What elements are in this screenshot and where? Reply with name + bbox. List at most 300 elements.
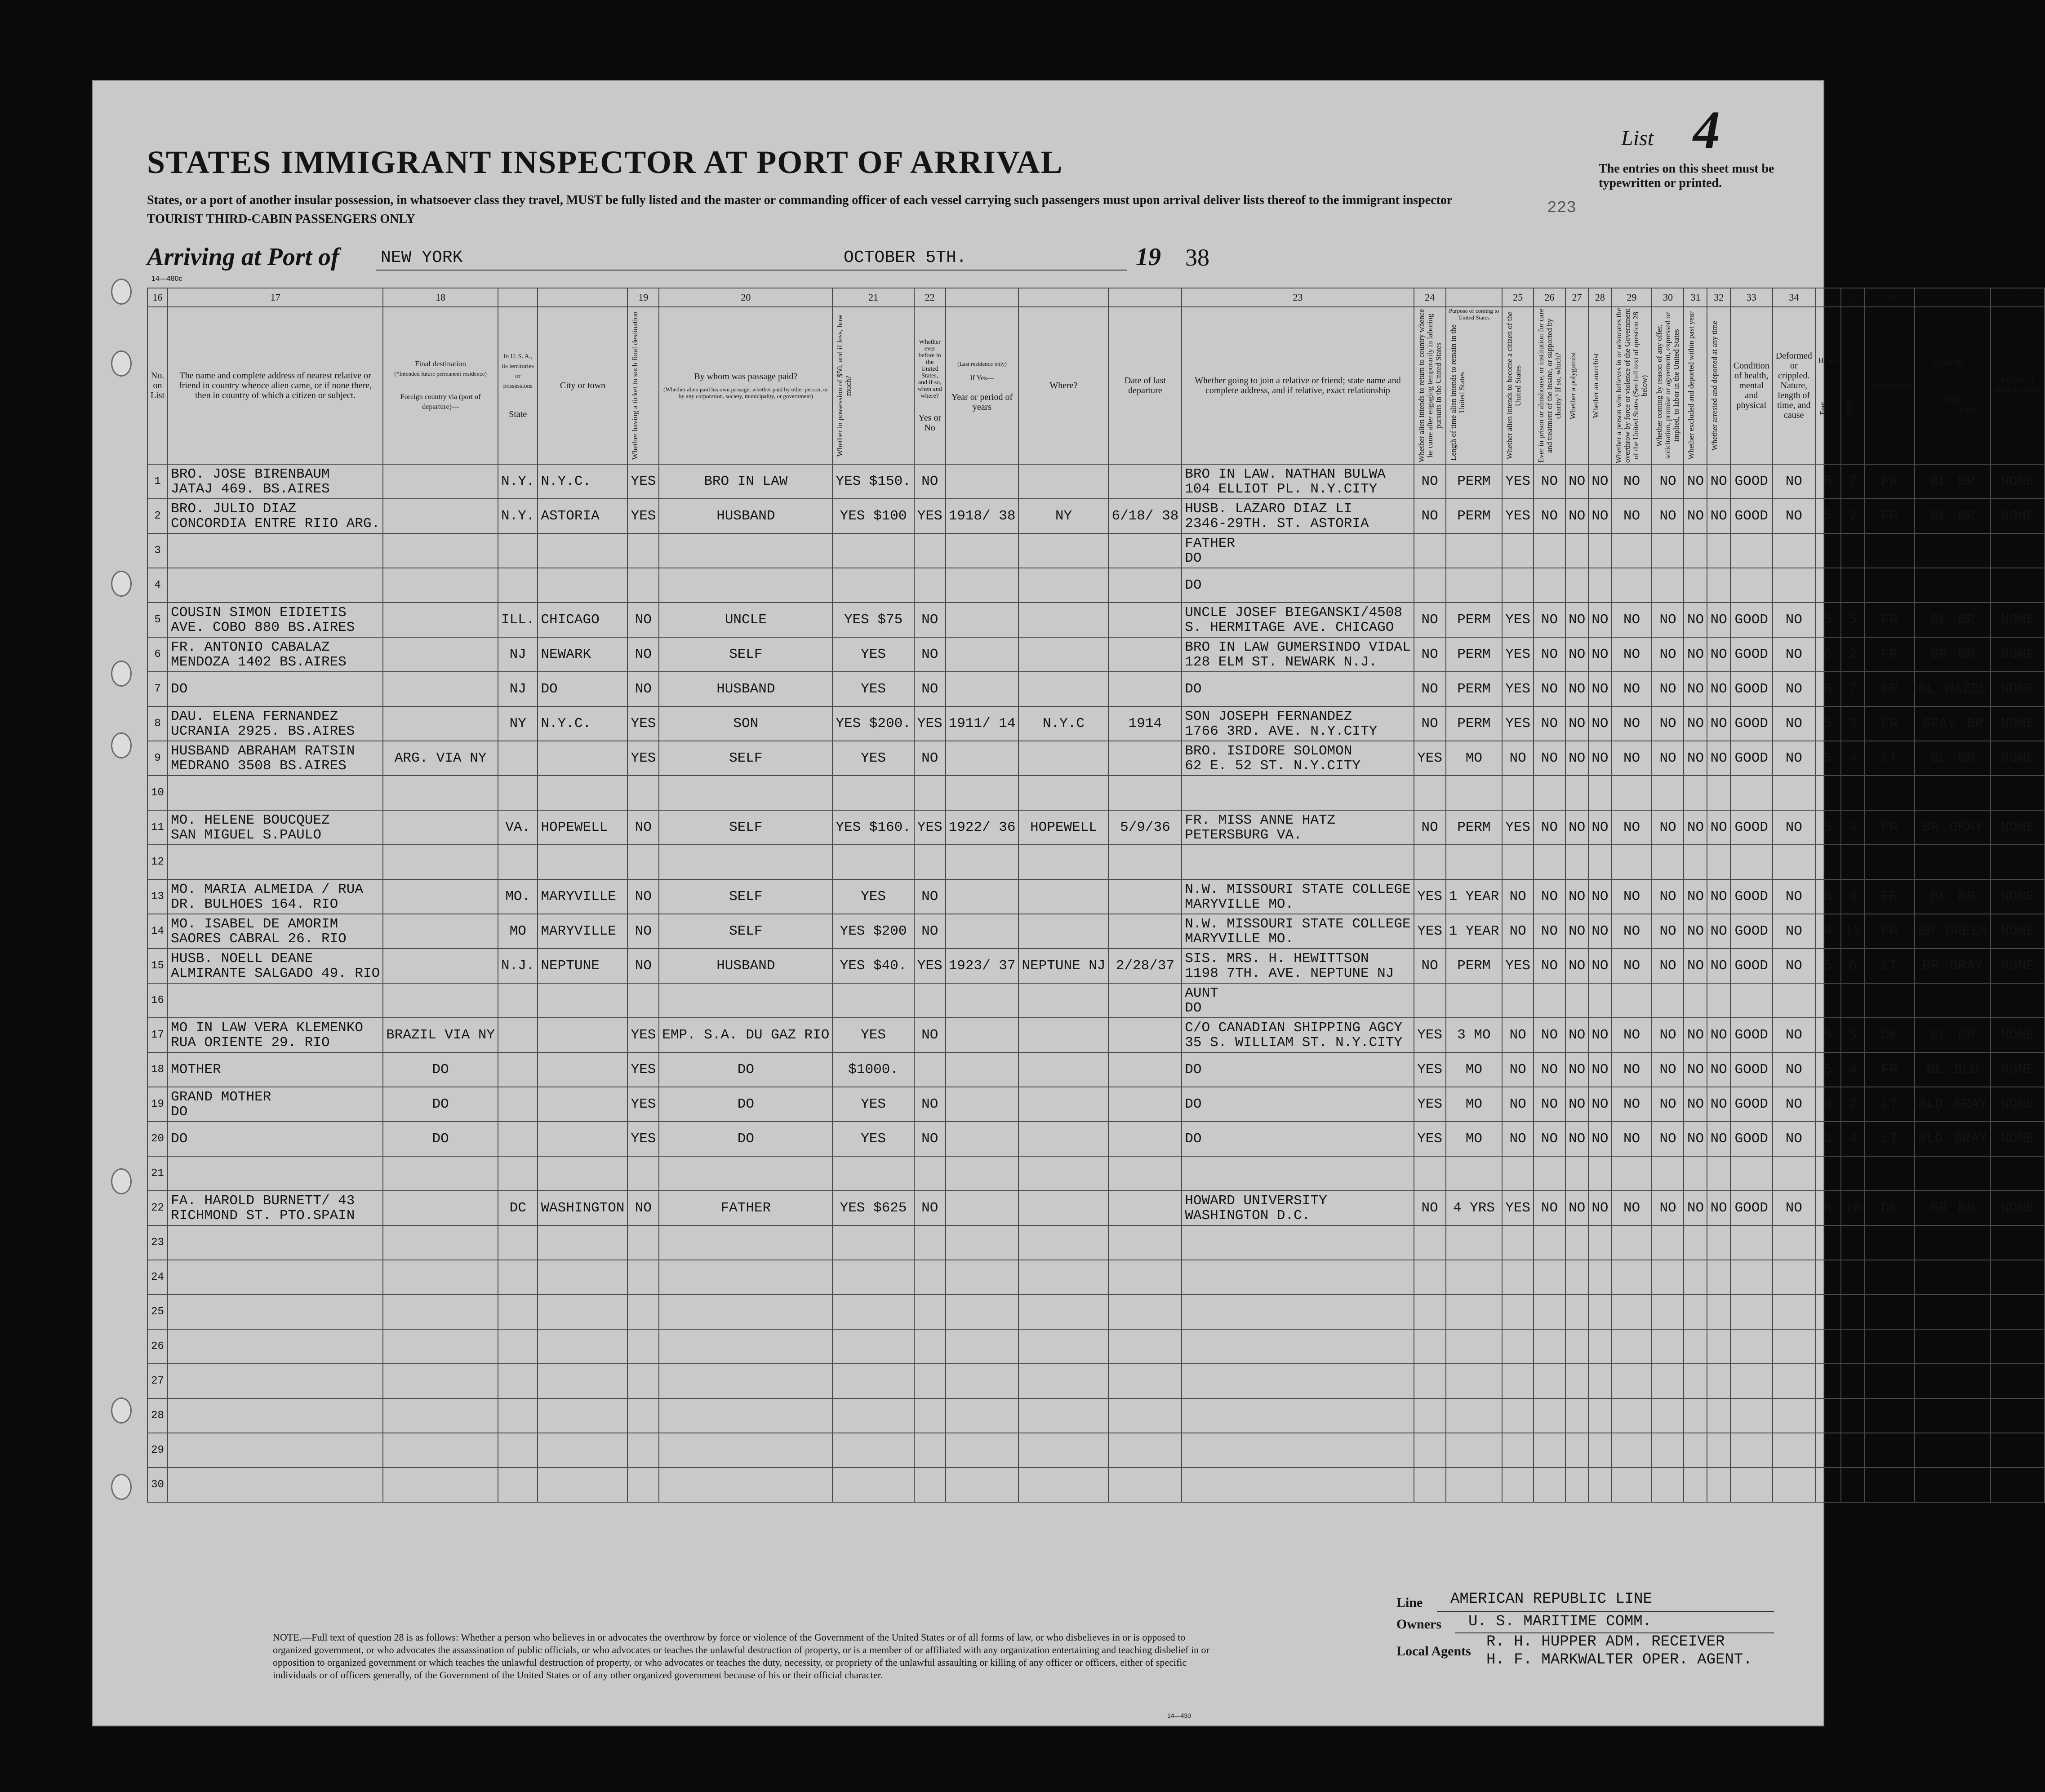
cell-state: MO — [498, 914, 538, 949]
cell-foreign — [383, 810, 498, 845]
cell-relative — [168, 776, 383, 810]
cell-inches: 2 — [1841, 1087, 1864, 1122]
cell-p1: YES — [1414, 741, 1446, 776]
cell-q25: NO — [1534, 1191, 1565, 1225]
cell-relative — [168, 1398, 383, 1433]
cell-passage — [659, 776, 832, 810]
cell-where — [1018, 533, 1108, 568]
column-number: 34 — [1773, 288, 1815, 307]
line-value: AMERICAN REPUBLIC LINE — [1450, 1591, 1652, 1608]
cell-line: RUA ORIENTE 29. RIO — [171, 1034, 330, 1051]
cell-relative — [168, 914, 383, 949]
cell-complexion: FR — [1864, 879, 1915, 914]
header-prison — [1534, 307, 1565, 464]
cell-q26: NO — [1565, 741, 1588, 776]
cell-foreign — [383, 1329, 498, 1364]
cell-p1: YES — [1414, 1122, 1446, 1156]
table-row — [147, 1398, 2045, 1433]
cell-no: 25 — [147, 1295, 168, 1329]
cell-p3: NO — [1502, 879, 1534, 914]
cell-before: NO — [914, 637, 946, 672]
cell-city: NEPTUNE — [538, 949, 627, 983]
cell-q30 — [1684, 568, 1707, 603]
cell-q28: NO — [1611, 672, 1652, 706]
cell-hair: BL — [1930, 508, 1947, 524]
cell-where — [1018, 741, 1108, 776]
cell-hair-eyes — [1915, 1433, 1990, 1468]
cell-q26 — [1565, 1468, 1588, 1502]
date-underline — [839, 270, 1127, 271]
cell-q25: NO — [1534, 672, 1565, 706]
cell-inches — [1841, 1433, 1864, 1468]
header-in-usa: In U. S. A., its territories or possessions — [502, 353, 534, 390]
cell-complexion: LT — [1864, 949, 1915, 983]
cell-where — [1018, 1087, 1108, 1122]
cell-q27 — [1588, 776, 1611, 810]
cell-inches: 4 — [1841, 1052, 1864, 1087]
cell-relative — [168, 983, 383, 1018]
cell-no: 11 — [147, 810, 168, 845]
cell-no: 4 — [147, 568, 168, 603]
cell-city — [538, 1433, 627, 1468]
cell-dep — [1108, 603, 1182, 637]
header-money — [832, 307, 914, 464]
cell-p1: YES — [1414, 914, 1446, 949]
header-anarchist-label: Whether an anarchist — [1592, 353, 1600, 418]
cell-hair: BL — [1930, 750, 1947, 766]
cell-q28 — [1611, 1468, 1652, 1502]
cell-q28 — [1611, 1225, 1652, 1260]
cell-q31 — [1707, 1225, 1730, 1260]
cell-p3 — [1502, 1295, 1534, 1329]
cell-deformed — [1773, 776, 1815, 810]
cell-q28 — [1611, 533, 1652, 568]
cell-eyes: BR — [1966, 716, 1983, 732]
cell-q31: NO — [1707, 949, 1730, 983]
cell-health — [1730, 1260, 1773, 1295]
cell-q30: NO — [1684, 603, 1707, 637]
cell-marks — [1991, 983, 2045, 1018]
cell-passage — [659, 1398, 832, 1433]
arrival-year-prefix: 19 — [1136, 243, 1161, 271]
cell-city — [538, 1225, 627, 1260]
header-before-us-note: (Last residence only) — [957, 360, 1007, 367]
cell-city — [538, 1052, 627, 1087]
cell-city: HOPEWELL — [538, 810, 627, 845]
cell-foreign — [383, 1295, 498, 1329]
cell-p1: YES — [1414, 1087, 1446, 1122]
cell-q29: NO — [1652, 672, 1684, 706]
cell-q25 — [1534, 776, 1565, 810]
cell-deformed — [1773, 983, 1815, 1018]
cell-money: YES $625 — [832, 1191, 914, 1225]
cell-before — [914, 533, 946, 568]
page-title: STATES IMMIGRANT INSPECTOR AT PORT OF ARRIVAL — [147, 144, 1063, 180]
cell-foreign — [383, 949, 498, 983]
cell-q31 — [1707, 983, 1730, 1018]
cell-deformed: NO — [1773, 1122, 1815, 1156]
cell-eyes: GRAY — [1949, 958, 1983, 974]
cell-p3: NO — [1502, 1087, 1534, 1122]
cell-dep — [1108, 1052, 1182, 1087]
cell-feet: 5 — [1815, 1191, 1841, 1225]
cell-q28: NO — [1611, 464, 1652, 499]
cell-marks: NONE — [1991, 1052, 2045, 1087]
cell-q25: NO — [1534, 810, 1565, 845]
cell-passage — [659, 1364, 832, 1398]
cell-state: NY — [498, 706, 538, 741]
cell-q29 — [1652, 1156, 1684, 1191]
cell-year: 1911/ 14 — [946, 706, 1019, 741]
cell-q29 — [1652, 1225, 1684, 1260]
cell-q27 — [1588, 983, 1611, 1018]
cell-year: 1918/ 38 — [946, 499, 1019, 533]
cell-no: 6 — [147, 637, 168, 672]
cell-relative — [168, 879, 383, 914]
table-row — [147, 810, 2045, 845]
cell-q29: NO — [1652, 499, 1684, 533]
cell-q29: NO — [1652, 741, 1684, 776]
header-yes-no: Yes or No — [918, 413, 942, 433]
cell-where — [1018, 1191, 1108, 1225]
cell-money — [832, 776, 914, 810]
column-number — [1018, 288, 1108, 307]
header-feet-label: Feet — [1818, 402, 1827, 415]
cell-complexion: FR — [1864, 637, 1915, 672]
cell-inches — [1841, 1329, 1864, 1364]
cell-year — [946, 1052, 1019, 1087]
cell-passage: DO — [659, 1087, 832, 1122]
cell-deformed: NO — [1773, 672, 1815, 706]
cell-hair: BR — [1922, 958, 1939, 974]
cell-passage — [659, 568, 832, 603]
header-if-yes: If Yes— — [970, 374, 994, 382]
cell-eyes: GRAY — [1954, 1096, 1987, 1112]
cell-feet: 5 — [1815, 603, 1841, 637]
column-number: 24 — [1414, 288, 1446, 307]
cell-relative — [168, 949, 383, 983]
cell-year: 1922/ 36 — [946, 810, 1019, 845]
cell-eyes: BR — [1958, 647, 1975, 662]
cell-hair-eyes — [1915, 983, 1990, 1018]
cell-marks: NONE — [1991, 464, 2045, 499]
cell-health — [1730, 1295, 1773, 1329]
cell-passage — [659, 1329, 832, 1364]
cell-p1: YES — [1414, 1018, 1446, 1052]
cell-state — [498, 1468, 538, 1502]
cell-money: YES $75 — [832, 603, 914, 637]
cell-ticket: NO — [627, 637, 659, 672]
cell-ticket — [627, 845, 659, 879]
cell-q30: NO — [1684, 706, 1707, 741]
column-number — [946, 288, 1019, 307]
cell-dep — [1108, 637, 1182, 672]
cell-year — [946, 637, 1019, 672]
cell-q25: NO — [1534, 1087, 1565, 1122]
cell-q26 — [1565, 568, 1588, 603]
cell-q31 — [1707, 1398, 1730, 1433]
cell-p3: YES — [1502, 810, 1534, 845]
cell-ticket: YES — [627, 706, 659, 741]
cell-city — [538, 1018, 627, 1052]
cell-q28: NO — [1611, 810, 1652, 845]
cell-year — [946, 1364, 1019, 1398]
cell-q28 — [1611, 1364, 1652, 1398]
cell-q26: NO — [1565, 810, 1588, 845]
cell-hair: BR — [1918, 923, 1935, 939]
cell-p2: MO — [1446, 1087, 1503, 1122]
cell-q31: NO — [1707, 499, 1730, 533]
cell-q27: NO — [1588, 499, 1611, 533]
cell-q27 — [1588, 1398, 1611, 1433]
cell-health: GOOD — [1730, 914, 1773, 949]
cell-passage — [659, 845, 832, 879]
cell-foreign: ARG. VIA NY — [383, 741, 498, 776]
header-inches — [1841, 307, 1864, 464]
table-row — [147, 637, 2045, 672]
cell-where — [1018, 672, 1108, 706]
cell-dep — [1108, 845, 1182, 879]
cell-p3 — [1502, 568, 1534, 603]
cell-marks: NONE — [1991, 949, 2045, 983]
cell-relative — [168, 1225, 383, 1260]
cell-deformed: NO — [1773, 1018, 1815, 1052]
cell-hair-eyes — [1915, 949, 1990, 983]
cell-where — [1018, 1329, 1108, 1364]
cell-relative — [168, 1156, 383, 1191]
cell-state — [498, 741, 538, 776]
cell-ticket — [627, 1433, 659, 1468]
cell-q25: NO — [1534, 741, 1565, 776]
table-row — [147, 1052, 2045, 1087]
header-year — [946, 307, 1019, 464]
column-number — [1446, 288, 1503, 307]
cell-complexion: FR — [1864, 603, 1915, 637]
cell-where: HOPEWELL — [1018, 810, 1108, 845]
cell-p3 — [1502, 1329, 1534, 1364]
cell-hair: BL — [1930, 612, 1947, 628]
cell-q26: NO — [1565, 1018, 1588, 1052]
cell-money: YES — [832, 672, 914, 706]
cell-dep — [1108, 1260, 1182, 1295]
cell-hair-eyes — [1915, 1018, 1990, 1052]
column-numbers-row — [147, 288, 2045, 307]
binder-hole-icon — [111, 1168, 132, 1194]
cell-inches: 7 — [1841, 672, 1864, 706]
binder-hole-icon — [111, 571, 132, 597]
cell-feet — [1815, 568, 1841, 603]
cell-q28 — [1611, 1398, 1652, 1433]
cell-joining — [1182, 1156, 1414, 1191]
cell-no: 2 — [147, 499, 168, 533]
cell-ticket: NO — [627, 810, 659, 845]
cell-deformed — [1773, 1468, 1815, 1502]
cell-q25: NO — [1534, 637, 1565, 672]
cell-q30 — [1684, 1468, 1707, 1502]
cell-line: COUSIN SIMON EIDIETIS — [171, 604, 347, 621]
cell-p2: 1 YEAR — [1446, 914, 1503, 949]
cell-before — [914, 1260, 946, 1295]
cell-state: N.Y. — [498, 499, 538, 533]
cell-money: YES $200 — [832, 914, 914, 949]
cell-p1 — [1414, 1225, 1446, 1260]
cell-q29 — [1652, 1364, 1684, 1398]
cell-inches — [1841, 776, 1864, 810]
cell-complexion — [1864, 845, 1915, 879]
cell-deformed: NO — [1773, 741, 1815, 776]
cell-marks — [1991, 1225, 2045, 1260]
column-number: 36 — [1864, 288, 1915, 307]
cell-p1: NO — [1414, 603, 1446, 637]
cell-joining — [1182, 1468, 1414, 1502]
header-passage-label: By whom was passage paid? — [694, 372, 798, 381]
cell-ticket: YES — [627, 1018, 659, 1052]
cell-passage: UNCLE — [659, 603, 832, 637]
cell-city — [538, 533, 627, 568]
cell-p2: PERM — [1446, 810, 1503, 845]
cell-health — [1730, 776, 1773, 810]
cell-no: 12 — [147, 845, 168, 879]
cell-year — [946, 879, 1019, 914]
cell-where — [1018, 637, 1108, 672]
cell-p3 — [1502, 1398, 1534, 1433]
cell-marks: NONE — [1991, 1191, 2045, 1225]
cell-marks — [1991, 1329, 2045, 1364]
cell-line: DR. BULHOES 164. RIO — [171, 896, 338, 912]
cell-q30: NO — [1684, 672, 1707, 706]
cell-q25 — [1534, 845, 1565, 879]
cell-marks — [1991, 1156, 2045, 1191]
cell-q31 — [1707, 1468, 1730, 1502]
cell-p1: YES — [1414, 879, 1446, 914]
cell-line: BRO IN LAW. NATHAN BULWA — [1185, 466, 1386, 482]
column-number: 19 — [627, 288, 659, 307]
cell-before — [914, 1468, 946, 1502]
cell-marks: NONE — [1991, 637, 2045, 672]
cell-marks — [1991, 1468, 2045, 1502]
cell-q29 — [1652, 983, 1684, 1018]
cell-p3: YES — [1502, 1191, 1534, 1225]
table-row — [147, 464, 2045, 499]
column-number: 21 — [832, 288, 914, 307]
cell-complexion — [1864, 1398, 1915, 1433]
table-row — [147, 672, 2045, 706]
column-number: 28 — [1588, 288, 1611, 307]
cell-q26: NO — [1565, 1122, 1588, 1156]
cell-where — [1018, 1295, 1108, 1329]
cell-marks: NONE — [1991, 810, 2045, 845]
cell-foreign — [383, 706, 498, 741]
cell-q27: NO — [1588, 810, 1611, 845]
cell-deformed: NO — [1773, 810, 1815, 845]
cell-relative — [168, 533, 383, 568]
cell-q29 — [1652, 1398, 1684, 1433]
binder-hole-icon — [111, 661, 132, 687]
cell-inches: 4 — [1841, 879, 1864, 914]
cell-line: FR. MISS ANNE HATZ — [1185, 812, 1336, 828]
header-feet — [1815, 307, 1841, 464]
cell-foreign: DO — [383, 1122, 498, 1156]
cell-q31: NO — [1707, 464, 1730, 499]
cell-where — [1018, 879, 1108, 914]
cell-city — [538, 1398, 627, 1433]
cell-foreign — [383, 1468, 498, 1502]
cell-city — [538, 845, 627, 879]
cell-relative — [168, 1295, 383, 1329]
cell-hair-eyes — [1915, 464, 1990, 499]
cell-ticket: YES — [627, 1087, 659, 1122]
cell-relative — [168, 1433, 383, 1468]
cell-inches: 6 — [1841, 949, 1864, 983]
cell-q26 — [1565, 1433, 1588, 1468]
cell-q25: NO — [1534, 706, 1565, 741]
cell-feet — [1815, 1468, 1841, 1502]
header-polygamist-label: Whether a polygamist — [1569, 351, 1578, 420]
cell-passage: SELF — [659, 879, 832, 914]
table-row — [147, 533, 2045, 568]
cell-complexion — [1864, 776, 1915, 810]
cell-p2: PERM — [1446, 637, 1503, 672]
cell-p2 — [1446, 1156, 1503, 1191]
header-joining: Whether going to join a relative or friend; state name and complete address, and if relative, exact relationship — [1182, 307, 1414, 464]
cell-complexion: DK — [1864, 1191, 1915, 1225]
cell-money — [832, 1398, 914, 1433]
column-number: 18 — [383, 288, 498, 307]
cell-deformed — [1773, 1260, 1815, 1295]
cell-q31: NO — [1707, 672, 1730, 706]
cell-line: DO — [1185, 1000, 1202, 1016]
cell-inches — [1841, 1260, 1864, 1295]
header-purpose-c-label: Whether alien intends to become a citizen of the United States — [1505, 311, 1523, 460]
cell-foreign — [383, 914, 498, 949]
cell-money — [832, 1260, 914, 1295]
cell-city: N.Y.C. — [538, 706, 627, 741]
cell-line: BRO. JOSE BIRENBAUM — [171, 466, 330, 482]
column-number: 30 — [1652, 288, 1684, 307]
cell-deformed: NO — [1773, 1052, 1815, 1087]
cell-line: PETERSBURG VA. — [1185, 827, 1302, 843]
cell-q26: NO — [1565, 706, 1588, 741]
cell-p1 — [1414, 1364, 1446, 1398]
cell-ticket: YES — [627, 1052, 659, 1087]
cell-foreign: BRAZIL VIA NY — [383, 1018, 498, 1052]
cell-q30 — [1684, 845, 1707, 879]
cell-joining — [1182, 1087, 1414, 1122]
column-number: 16 — [147, 288, 168, 307]
table-row — [147, 1468, 2045, 1502]
cell-q27 — [1588, 1433, 1611, 1468]
cell-line: MEDRANO 3508 BS.AIRES — [171, 758, 347, 774]
cell-dep — [1108, 1225, 1182, 1260]
cell-foreign — [383, 1433, 498, 1468]
cell-health: GOOD — [1730, 1191, 1773, 1225]
cell-state: N.Y. — [498, 464, 538, 499]
cell-q26 — [1565, 1225, 1588, 1260]
cell-inches — [1841, 1398, 1864, 1433]
cell-year — [946, 1260, 1019, 1295]
cell-city: DO — [538, 672, 627, 706]
cell-hair: BL — [1930, 889, 1947, 905]
cell-relative — [168, 568, 383, 603]
cell-state — [498, 1225, 538, 1260]
header-deformed: Deformed or crippled. Nature, length of time, and cause — [1773, 307, 1815, 464]
cell-q26 — [1565, 776, 1588, 810]
cell-line: DAU. ELENA FERNANDEZ — [171, 708, 338, 724]
cell-joining — [1182, 1295, 1414, 1329]
cell-feet: 5 — [1815, 1018, 1841, 1052]
header-foreign-country-label: Foreign country via (port of departure)— — [400, 393, 481, 411]
cell-marks — [1991, 568, 2045, 603]
